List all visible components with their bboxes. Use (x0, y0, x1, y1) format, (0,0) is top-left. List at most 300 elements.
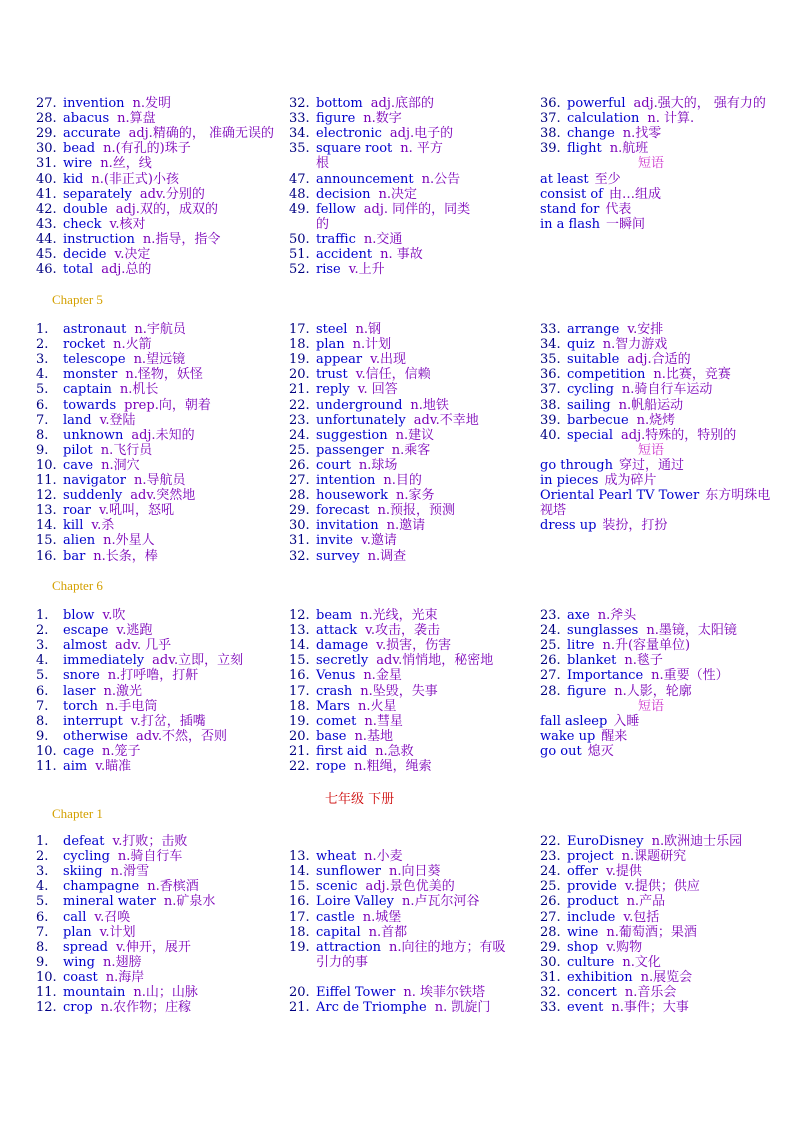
vocab-row (289, 337, 391, 352)
vocab-row (289, 684, 438, 699)
chinese-meaning: n.卢瓦尔河谷 (401, 894, 480, 910)
vocab-row (540, 894, 665, 909)
vocab-row (289, 699, 396, 714)
vocab-row (540, 879, 700, 894)
phrase-meaning: 熄灭 (587, 743, 614, 759)
english-word: offer (567, 864, 598, 880)
english-word: Eiffel Tower (316, 985, 396, 1000)
english-word: plan (63, 924, 92, 940)
item-number: 3. (36, 638, 49, 654)
item-number: 13. (289, 849, 310, 865)
english-word: accident (316, 247, 373, 262)
vocab-row (289, 985, 485, 1000)
english-word: wing (63, 954, 95, 970)
chinese-meaning: adj.特殊的，特别的 (621, 427, 737, 443)
vocab-row (289, 849, 403, 864)
meaning-continuation: 视塔 (540, 503, 567, 519)
item-number: 43. (36, 216, 57, 232)
item-number: 35. (540, 352, 561, 368)
vocab-row (36, 232, 220, 247)
english-word: kill (63, 518, 84, 534)
chinese-meaning: n.向日葵 (388, 864, 441, 880)
item-number: 31. (540, 969, 561, 985)
vocab-row (289, 608, 438, 623)
english-word: invention (63, 96, 125, 111)
english-word: spread (63, 939, 108, 955)
chinese-meaning: n.激光 (103, 683, 143, 699)
vocab-row (289, 458, 397, 473)
chapter-title: Chapter 6 (52, 578, 103, 593)
chinese-meaning: n.宇航员 (134, 322, 186, 337)
item-number: 11. (36, 759, 57, 774)
chinese-meaning: n.乘客 (391, 442, 431, 458)
english-word: electronic (316, 126, 382, 142)
vocab-row (540, 699, 664, 714)
english-word: total (63, 262, 94, 278)
chinese-meaning: n.文化 (622, 954, 661, 970)
english-word: rocket (63, 337, 106, 353)
vocab-row (540, 744, 614, 759)
vocab-row (36, 699, 157, 714)
vocab-row (36, 759, 131, 774)
english-word: trust (316, 367, 348, 383)
english-word: survey (316, 548, 360, 564)
chinese-meaning: v.信任，信赖 (355, 367, 431, 383)
chinese-meaning: n.光线，光束 (360, 608, 438, 623)
item-number: 19. (289, 713, 310, 729)
item-number: 14. (36, 518, 57, 534)
item-number: 51. (289, 247, 310, 262)
phrase-meaning: 至少 (594, 171, 621, 187)
item-number: 38. (540, 126, 561, 142)
item-number: 48. (289, 186, 310, 202)
english-word: castle (316, 909, 355, 925)
english-word: base (316, 728, 347, 744)
vocab-row (540, 668, 729, 683)
chinese-meaning: n.丝，线 (100, 156, 152, 172)
vocab-row (540, 1000, 689, 1015)
english-word: Venus (316, 668, 356, 684)
chinese-meaning: n.(有孔的)珠子 (103, 141, 191, 157)
english-word: almost (63, 638, 107, 654)
item-number: 41. (36, 186, 57, 202)
item-number: 27. (540, 668, 561, 684)
english-word: powerful (567, 96, 626, 111)
item-number: 18. (289, 924, 310, 940)
chinese-meaning: n.笼子 (102, 743, 141, 759)
item-number: 12. (289, 608, 310, 623)
chinese-meaning: adv. 几乎 (114, 638, 172, 654)
vocab-row (540, 141, 648, 156)
english-word: check (63, 216, 102, 232)
item-number: 2. (36, 849, 49, 865)
english-word: provide (567, 879, 617, 895)
english-word: concert (567, 985, 617, 1000)
item-number: 19. (289, 352, 310, 368)
chinese-meaning: n.地铁 (410, 397, 449, 413)
vocab-row (36, 623, 152, 638)
item-number: 6. (36, 397, 49, 413)
english-word: housework (316, 488, 388, 504)
chinese-meaning: v.瞄准 (95, 759, 132, 774)
vocab-row (540, 623, 737, 638)
chinese-meaning: n.骑自行车运动 (621, 382, 713, 398)
english-word: astronaut (63, 322, 127, 337)
chinese-meaning: n.(非正式)小孩 (91, 171, 180, 187)
item-number: 3. (36, 352, 49, 368)
english-word: quiz (567, 337, 595, 353)
phrase-meaning: 一瞬间 (606, 216, 646, 232)
vocab-row (540, 473, 657, 488)
vocab-row (289, 910, 401, 925)
item-number: 4. (36, 879, 49, 895)
phrase-text: at least (540, 171, 589, 187)
item-number: 24. (540, 864, 561, 880)
vocab-row (540, 96, 766, 111)
english-word: cycling (63, 849, 110, 865)
vocab-row (289, 156, 329, 171)
phrase-text: in pieces (540, 473, 599, 488)
english-word: blow (63, 608, 95, 623)
phrase-text: wake up (540, 728, 596, 744)
chinese-meaning: n.建议 (395, 427, 435, 443)
english-word: court (316, 457, 351, 473)
item-number: 10. (36, 457, 57, 473)
chinese-meaning: v.召唤 (94, 909, 131, 925)
chinese-meaning: v.逃跑 (116, 623, 153, 639)
vocab-row (36, 382, 158, 397)
item-number: 34. (289, 126, 310, 142)
vocab-row (540, 337, 667, 352)
chinese-meaning: n.打呼噜，打鼾 (107, 668, 199, 684)
chinese-meaning: n.望远镜 (133, 352, 186, 368)
chinese-meaning: n.小麦 (364, 849, 403, 865)
english-word: champagne (63, 879, 140, 895)
english-word: suggestion (316, 427, 388, 443)
chinese-meaning: n. 埃菲尔铁塔 (403, 985, 486, 1000)
english-word: suitable (567, 352, 620, 368)
vocab-row (289, 262, 385, 277)
vocab-row (289, 217, 329, 232)
item-number: 44. (36, 231, 57, 247)
meaning-continuation: 引力的事 (316, 954, 369, 970)
item-number: 25. (540, 879, 561, 895)
vocab-row (289, 879, 455, 894)
vocab-row (540, 443, 664, 458)
chinese-meaning: adj.合适的 (627, 352, 691, 368)
chinese-meaning: n.首都 (368, 924, 408, 940)
english-word: call (63, 909, 87, 925)
english-word: Loire Valley (316, 894, 394, 910)
english-word: accurate (63, 126, 121, 142)
vocab-row (540, 428, 736, 443)
item-number: 18. (289, 337, 310, 353)
item-number: 26. (289, 457, 310, 473)
item-number: 8. (36, 713, 49, 729)
item-number: 20. (289, 728, 310, 744)
vocab-row (36, 608, 125, 623)
vocab-row (540, 202, 631, 217)
vocab-row (289, 111, 402, 126)
chinese-meaning: v.伸开，展开 (115, 939, 191, 955)
vocab-row (36, 970, 144, 985)
vocab-row (36, 684, 142, 699)
vocab-row (540, 985, 676, 1000)
item-number: 36. (540, 367, 561, 383)
chinese-meaning: n.算盘 (117, 111, 156, 127)
vocab-row (289, 96, 434, 111)
chinese-meaning: n.山；山脉 (133, 985, 198, 1000)
item-number: 37. (540, 382, 561, 398)
item-number: 10. (36, 743, 57, 759)
vocab-row (540, 111, 694, 126)
chinese-meaning: v.出现 (370, 352, 406, 368)
english-word: coast (63, 969, 98, 985)
english-word: calculation (567, 111, 640, 127)
english-word: exhibition (567, 969, 633, 985)
phrase-text: consist of (540, 186, 603, 202)
item-number: 27. (540, 909, 561, 925)
chinese-meaning: n.葡萄酒；果酒 (606, 924, 697, 940)
meaning-continuation: 的 (316, 216, 330, 232)
vocab-row (36, 172, 179, 187)
english-word: alien (63, 533, 96, 549)
english-word: event (567, 1000, 604, 1016)
chinese-meaning: n.粗绳，绳索 (354, 759, 432, 774)
vocab-row (36, 367, 203, 382)
vocab-row (540, 910, 659, 925)
grade-title: 七年级 下册 (325, 792, 395, 807)
chinese-meaning: v.攻击，袭击 (365, 623, 441, 639)
chinese-meaning: v.吹 (102, 608, 126, 623)
item-number: 19. (289, 939, 310, 955)
item-number: 24. (289, 427, 310, 443)
english-word: steel (316, 322, 348, 337)
vocab-row (36, 398, 211, 413)
english-word: rise (316, 262, 341, 278)
chinese-meaning: n.升(容量单位) (602, 638, 691, 654)
english-word: bar (63, 548, 86, 564)
item-number: 31. (36, 156, 57, 172)
vocab-row (36, 834, 187, 849)
english-word: roar (63, 503, 92, 519)
vocab-row (540, 849, 686, 864)
chinese-meaning: n.火箭 (113, 337, 152, 353)
english-word: product (567, 894, 619, 910)
vocab-row (289, 1000, 490, 1015)
english-word: mineral water (63, 894, 156, 910)
item-number: 16. (289, 668, 310, 684)
vocab-row (36, 925, 136, 940)
vocab-row (36, 428, 195, 443)
vocab-row (540, 955, 661, 970)
item-number: 29. (36, 126, 57, 142)
english-word: crash (316, 683, 353, 699)
item-number: 33. (540, 1000, 561, 1016)
chinese-meaning: adv.悄悄地，秘密地 (376, 653, 494, 669)
item-number: 9. (36, 954, 49, 970)
english-word: include (567, 909, 616, 925)
vocab-row (36, 96, 171, 111)
item-number: 25. (540, 638, 561, 654)
english-word: skiing (63, 864, 103, 880)
item-number: 16. (289, 894, 310, 910)
english-word: mountain (63, 985, 126, 1000)
item-number: 23. (540, 849, 561, 865)
chinese-meaning: n.基地 (354, 728, 393, 744)
item-number: 40. (36, 171, 57, 187)
chinese-meaning: n.毯子 (624, 653, 663, 669)
english-word: axe (567, 608, 590, 623)
english-word: square root (316, 141, 393, 157)
english-word: cycling (567, 382, 614, 398)
chinese-meaning: n.事件；大事 (611, 1000, 689, 1016)
chinese-meaning: n. 平方 (400, 141, 443, 157)
english-word: special (567, 427, 614, 443)
chinese-meaning: v.购物 (606, 939, 643, 955)
vocab-row (289, 382, 398, 397)
english-word: sunflower (316, 864, 381, 880)
phrase-meaning: 醒来 (601, 728, 628, 744)
vocab-row (36, 141, 191, 156)
phrase-meaning: 成为碎片 (604, 473, 657, 488)
item-number: 36. (540, 96, 561, 111)
english-word: crop (63, 1000, 93, 1016)
chinese-meaning: n.导航员 (133, 473, 186, 488)
phrase-meaning: 入睡 (613, 713, 640, 729)
vocab-row (289, 894, 479, 909)
english-word: towards (63, 397, 117, 413)
english-word: telescope (63, 352, 126, 368)
item-number: 5. (36, 668, 49, 684)
item-number: 8. (36, 939, 49, 955)
english-word: Arc de Triomphe (316, 1000, 427, 1016)
english-word: wheat (316, 849, 357, 865)
vocab-row (540, 156, 664, 171)
item-number: 8. (36, 427, 49, 443)
chinese-meaning: adv.分别的 (139, 186, 205, 202)
vocab-row (36, 413, 136, 428)
item-number: 22. (289, 759, 310, 774)
item-number: 4. (36, 653, 49, 669)
english-word: damage (316, 638, 369, 654)
chinese-meaning: adj.精确的， 准确无误的 (128, 126, 274, 142)
english-word: first aid (316, 743, 368, 759)
vocab-row (36, 352, 185, 367)
chinese-meaning: n.课题研究 (621, 849, 687, 865)
english-word: competition (567, 367, 646, 383)
chinese-meaning: adj.电子的 (389, 126, 454, 142)
vocab-row (540, 187, 661, 202)
chinese-meaning: adj.景色优美的 (365, 879, 455, 895)
vocab-row (289, 352, 406, 367)
chinese-meaning: adv.立即，立刻 (152, 653, 244, 669)
vocab-row (289, 653, 493, 668)
english-word: suddenly (63, 488, 123, 504)
english-word: invitation (316, 518, 379, 534)
vocab-row (540, 864, 642, 879)
english-word: kid (63, 171, 84, 187)
item-number: 6. (36, 909, 49, 925)
english-word: snore (63, 668, 100, 684)
item-number: 2. (36, 337, 49, 353)
vocab-row (36, 322, 186, 337)
item-number: 7. (36, 698, 49, 714)
english-word: figure (316, 111, 356, 127)
chinese-meaning: v.计划 (99, 924, 136, 940)
english-word: torch (63, 698, 98, 714)
item-number: 12. (36, 488, 57, 504)
vocab-row (36, 940, 191, 955)
item-number: 28. (36, 111, 57, 127)
vocab-row (540, 940, 642, 955)
item-number: 35. (289, 141, 310, 157)
vocab-row (289, 864, 440, 879)
vocab-row (36, 955, 142, 970)
english-word: separately (63, 186, 132, 202)
vocab-row (289, 533, 397, 548)
vocab-row (540, 367, 731, 382)
vocab-row (540, 970, 692, 985)
english-word: EuroDisney (567, 834, 644, 849)
english-word: traffic (316, 231, 356, 247)
chinese-meaning: n.重要（性） (651, 668, 729, 684)
vocab-row (289, 549, 406, 564)
english-word: flight (567, 141, 602, 157)
english-word: fellow (316, 201, 356, 217)
item-number: 32. (289, 96, 310, 111)
vocab-row (540, 322, 663, 337)
vocab-row (36, 126, 274, 141)
english-word: reply (316, 382, 350, 398)
item-number: 7. (36, 924, 49, 940)
item-number: 21. (289, 382, 310, 398)
english-word: shop (567, 939, 599, 955)
item-number: 28. (540, 924, 561, 940)
english-word: pilot (63, 442, 93, 458)
item-number: 9. (36, 442, 49, 458)
phrase-text: Oriental Pearl TV Tower (540, 488, 700, 504)
phrase-meaning: 装扮，打扮 (602, 518, 668, 534)
item-number: 28. (289, 488, 310, 504)
item-number: 3. (36, 864, 49, 880)
chinese-meaning: n.家务 (395, 488, 435, 504)
item-number: 32. (540, 985, 561, 1000)
vocab-row (36, 864, 149, 879)
vocab-row (36, 714, 206, 729)
chinese-meaning: n.决定 (378, 186, 417, 202)
english-word: plan (316, 337, 345, 353)
chinese-meaning: adv.不然，否则 (135, 728, 227, 744)
phrase-text: in a flash (540, 216, 601, 232)
phrase-text: go through (540, 457, 613, 473)
item-number: 30. (289, 518, 310, 534)
vocab-row (289, 955, 368, 970)
chinese-meaning: n. 事故 (380, 247, 423, 262)
english-word: comet (316, 713, 357, 729)
chinese-meaning: prep.向，朝着 (124, 397, 211, 413)
item-number: 29. (289, 503, 310, 519)
item-number: 13. (36, 503, 57, 519)
item-number: 38. (540, 397, 561, 413)
item-number: 33. (289, 111, 310, 127)
vocab-row (289, 488, 435, 503)
chinese-meaning: n. 凯旋门 (434, 1000, 491, 1016)
chinese-meaning: n.火星 (357, 698, 397, 714)
vocab-row (540, 925, 697, 940)
english-word: unknown (63, 427, 124, 443)
item-number: 15. (289, 653, 310, 669)
